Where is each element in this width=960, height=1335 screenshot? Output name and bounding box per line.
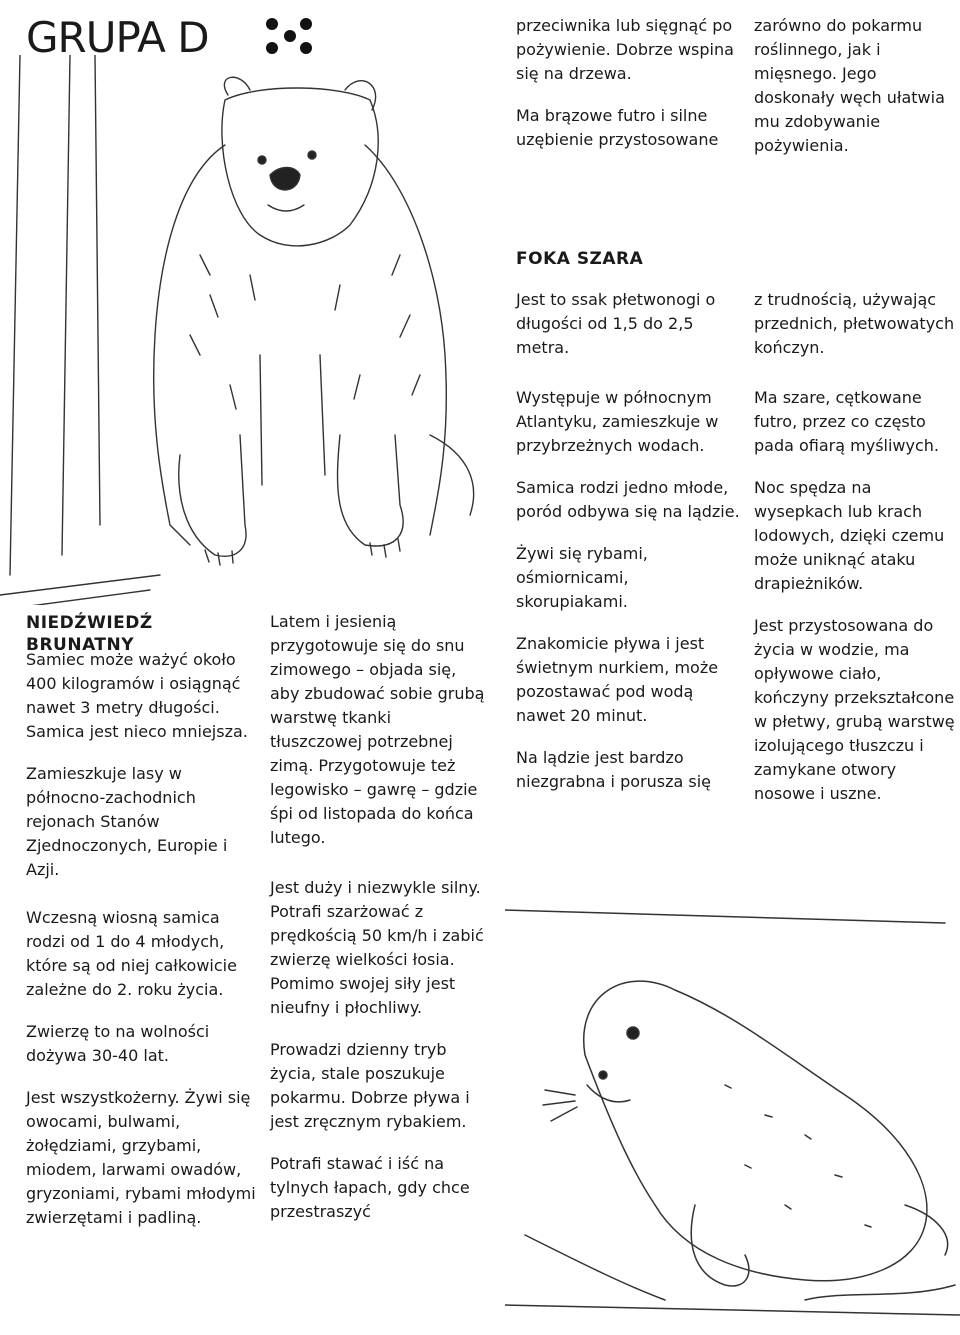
grey-seal-illustration-icon [505,905,960,1330]
bear-paragraph: Jest wszystkożerny. Żywi się owocami, bulwami, żołędziami, grzybami, miodem, larwami owadów, gryzoniami, rybami młodymi zwierzętami i padliną. [26,1088,256,1227]
seal-paragraph: Znakomicie pływa i jest świetnym nurkiem, może pozostawać pod wodą nawet 20 minut. [516,634,719,725]
bear-paragraph: Potrafi stawać i iść na tylnych łapach, gdy chce przestraszyć [270,1154,470,1221]
bear-paragraph: przeciwnika lub sięgnąć po pożywienie. Dobrze wspina się na drzewa. [516,16,734,83]
brown-bear-illustration-icon [0,55,490,605]
bear-column-3 [516,14,736,170]
seal-paragraph: Jest to ssak płetwonogi o długości od 1,5 do 2,5 metra. [516,290,716,357]
seal-heading: FOKA SZARA [516,249,644,269]
seal-paragraph: Na lądzie jest bardzo niezgrabna i porusza się [516,748,711,791]
bear-heading: NIEDŹWIEDŹ BRUNATNY [26,613,153,655]
bear-column-1 [26,648,256,1248]
bear-paragraph: Ma brązowe futro i silne uzębienie przystosowane [516,106,719,149]
bear-paragraph: Zamieszkuje lasy w północno-zachodnich rejonach Stanów Zjednoczonych, Europie i Azji. [26,764,228,879]
bear-column-4 [754,14,954,176]
seal-paragraph: z trudnością, używając przednich, płetwowatych kończyn. [754,290,955,357]
bear-column-2 [270,610,485,1242]
seal-paragraph: Noc spędza na wysepkach lub krach lodowych, dzięki czemu może uniknąć ataku drapieżników. [754,478,945,593]
seal-paragraph: Żywi się rybami, ośmiornicami, skorupiakami. [516,544,648,611]
seal-paragraph: Jest przystosowana do życia w wodzie, ma opływowe ciało, kończyny przekształcone w płetwy, grubą warstwę izolującego tłuszczu i zamykane otwory nosowe i uszne. [754,616,955,803]
bear-paragraph: Zwierzę to na wolności dożywa 30-40 lat. [26,1022,210,1065]
bear-paragraph: Samiec może ważyć około 400 kilogramów i osiągnąć nawet 3 metry długości. Samica jest nieco mniejsza. [26,650,248,741]
seal-paragraph: Występuje w północnym Atlantyku, zamieszkuje w przybrzeżnych wodach. [516,388,719,455]
dots-decoration-icon [262,16,322,56]
bear-paragraph: Jest duży i niezwykle silny. Potrafi szarżować z prędkością 50 km/h i zabić zwierzę wielkości łosia. Pomimo swojej siły jest nieufny i płochliwy. [270,878,484,1017]
page-title: GRUPA D [26,13,209,62]
seal-column-2 [754,288,956,824]
bear-paragraph: Latem i jesienią przygotowuje się do snu zimowego – objada się, aby zbudować sobie grubą warstwę tkanki tłuszczowej potrzebnej zimą. Przygotowuje też legowisko – gawrę – gdzie śpi od listopada do końca lutego. [270,612,485,847]
seal-paragraph: Samica rodzi jedno młode, poród odbywa się na lądzie. [516,478,740,521]
bear-paragraph: zarówno do pokarmu roślinnego, jak i mięsnego. Jego doskonały węch ułatwia mu zdobywanie pożywienia. [754,16,945,155]
seal-paragraph: Ma szare, cętkowane futro, przez co często pada ofiarą myśliwych. [754,388,940,455]
seal-column-1 [516,288,741,812]
bear-paragraph: Wczesną wiosną samica rodzi od 1 do 4 młodych, które są od niej całkowicie zależne do 2. roku życia. [26,908,237,999]
bear-paragraph: Prowadzi dzienny tryb życia, stale poszukuje pokarmu. Dobrze pływa i jest zręcznym rybakiem. [270,1040,470,1131]
